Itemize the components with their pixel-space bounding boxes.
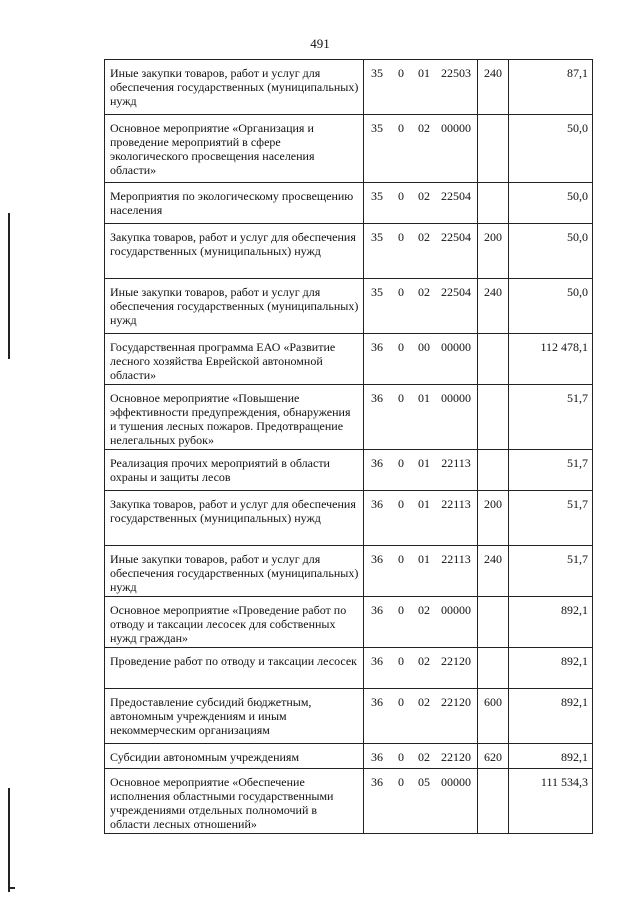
row-expense-type-cell xyxy=(478,385,509,450)
code-segment: 0 xyxy=(398,285,404,299)
code-segment: 22504 xyxy=(441,285,471,299)
scan-corner-tick xyxy=(8,887,15,889)
row-amount-cell: 50,0 xyxy=(509,115,593,183)
row-name-cell: Иные закупки товаров, работ и услуг для обеспечения государственных (муниципальных) нужд xyxy=(105,279,364,334)
row-amount-cell: 51,7 xyxy=(509,385,593,450)
code-segment: 36 xyxy=(371,603,383,617)
table-row xyxy=(105,279,593,334)
budget-table-body xyxy=(105,60,593,834)
table-row xyxy=(105,546,593,597)
row-name-cell: Основное мероприятие «Обеспечение исполнения областными государственными учреждениями отдельных полномочий в области лесных отношений» xyxy=(105,769,364,834)
code-segment: 22113 xyxy=(441,552,471,566)
table-row xyxy=(105,689,593,744)
row-code-cell xyxy=(364,115,478,183)
row-code-cell xyxy=(364,648,478,689)
code-segment: 36 xyxy=(371,497,383,511)
row-code-cell xyxy=(364,546,478,597)
code-segment: 02 xyxy=(418,121,430,135)
row-expense-type-cell: 240 xyxy=(478,60,509,115)
budget-table xyxy=(104,59,593,834)
code-segment: 22120 xyxy=(441,695,471,709)
code-segments xyxy=(364,285,477,299)
table-row xyxy=(105,183,593,224)
scan-margin-line-top xyxy=(8,213,10,359)
code-segment: 22503 xyxy=(441,66,471,80)
code-segment: 01 xyxy=(418,66,430,80)
row-expense-type-cell: 200 xyxy=(478,224,509,279)
code-segment: 0 xyxy=(398,340,404,354)
row-name-cell: Закупка товаров, работ и услуг для обеспечения государственных (муниципальных) нужд xyxy=(105,491,364,546)
row-name-cell: Реализация прочих мероприятий в области охраны и защиты лесов xyxy=(105,450,364,491)
row-name-cell: Основное мероприятие «Организация и проведение мероприятий в сфере экологического просвещения населения области» xyxy=(105,115,364,183)
code-segment: 01 xyxy=(418,552,430,566)
code-segment: 02 xyxy=(418,230,430,244)
row-name-cell: Основное мероприятие «Проведение работ по отводу и таксации лесосек для собственных нужд граждан» xyxy=(105,597,364,648)
page-number: 491 xyxy=(310,36,330,51)
row-code-cell xyxy=(364,334,478,385)
code-segment: 0 xyxy=(398,456,404,470)
table-row xyxy=(105,334,593,385)
row-amount-cell: 892,1 xyxy=(509,689,593,744)
code-segment: 36 xyxy=(371,456,383,470)
row-amount-cell: 112 478,1 xyxy=(509,334,593,385)
table-row xyxy=(105,60,593,115)
row-name-cell: Субсидии автономным учреждениям xyxy=(105,744,364,769)
row-amount-cell: 87,1 xyxy=(509,60,593,115)
code-segment: 02 xyxy=(418,285,430,299)
table-row xyxy=(105,115,593,183)
row-expense-type-cell: 240 xyxy=(478,279,509,334)
code-segment: 00000 xyxy=(441,121,471,135)
row-expense-type-cell: 240 xyxy=(478,546,509,597)
row-expense-type-cell xyxy=(478,115,509,183)
code-segment: 00000 xyxy=(441,340,471,354)
row-code-cell xyxy=(364,744,478,769)
table-row xyxy=(105,224,593,279)
row-name-cell: Иные закупки товаров, работ и услуг для обеспечения государственных (муниципальных) нужд xyxy=(105,546,364,597)
row-code-cell xyxy=(364,689,478,744)
row-name-cell: Основное мероприятие «Повышение эффективности предупреждения, обнаружения и тушения лесных пожаров. Предотвращение нелегальных рубок» xyxy=(105,385,364,450)
table-row xyxy=(105,597,593,648)
code-segments xyxy=(364,121,477,135)
row-expense-type-cell: 620 xyxy=(478,744,509,769)
code-segment: 02 xyxy=(418,189,430,203)
code-segment: 22120 xyxy=(441,750,471,764)
row-expense-type-cell xyxy=(478,648,509,689)
row-code-cell xyxy=(364,224,478,279)
scan-margin-line-bottom xyxy=(8,788,10,892)
row-name-cell: Государственная программа ЕАО «Развитие лесного хозяйства Еврейской автономной области» xyxy=(105,334,364,385)
row-amount-cell: 50,0 xyxy=(509,279,593,334)
code-segment: 0 xyxy=(398,391,404,405)
row-amount-cell: 111 534,3 xyxy=(509,769,593,834)
code-segments xyxy=(364,391,477,405)
row-name-cell: Проведение работ по отводу и таксации лесосек xyxy=(105,648,364,689)
row-expense-type-cell: 600 xyxy=(478,689,509,744)
code-segment: 36 xyxy=(371,695,383,709)
code-segments xyxy=(364,189,477,203)
row-expense-type-cell: 200 xyxy=(478,491,509,546)
code-segment: 0 xyxy=(398,775,404,789)
code-segment: 22120 xyxy=(441,654,471,668)
code-segment: 01 xyxy=(418,391,430,405)
code-segment: 00 xyxy=(418,340,430,354)
code-segment: 02 xyxy=(418,654,430,668)
code-segment: 0 xyxy=(398,750,404,764)
row-amount-cell: 892,1 xyxy=(509,597,593,648)
row-code-cell xyxy=(364,183,478,224)
code-segment: 22113 xyxy=(441,456,471,470)
code-segment: 05 xyxy=(418,775,430,789)
code-segment: 36 xyxy=(371,340,383,354)
row-name-cell: Мероприятия по экологическому просвещению населения xyxy=(105,183,364,224)
table-row xyxy=(105,744,593,769)
code-segment: 02 xyxy=(418,603,430,617)
code-segments xyxy=(364,695,477,709)
row-name-cell: Закупка товаров, работ и услуг для обеспечения государственных (муниципальных) нужд xyxy=(105,224,364,279)
code-segment: 35 xyxy=(371,230,383,244)
code-segment: 35 xyxy=(371,285,383,299)
table-row xyxy=(105,385,593,450)
table-row xyxy=(105,491,593,546)
row-expense-type-cell xyxy=(478,334,509,385)
row-code-cell xyxy=(364,769,478,834)
row-amount-cell: 51,7 xyxy=(509,450,593,491)
code-segment: 36 xyxy=(371,391,383,405)
code-segments xyxy=(364,497,477,511)
row-code-cell xyxy=(364,597,478,648)
row-expense-type-cell xyxy=(478,769,509,834)
row-code-cell xyxy=(364,450,478,491)
code-segment: 35 xyxy=(371,121,383,135)
code-segment: 36 xyxy=(371,750,383,764)
code-segments xyxy=(364,603,477,617)
code-segments xyxy=(364,456,477,470)
code-segments xyxy=(364,750,477,764)
code-segment: 22504 xyxy=(441,189,471,203)
code-segment: 00000 xyxy=(441,391,471,405)
row-expense-type-cell xyxy=(478,183,509,224)
row-amount-cell: 50,0 xyxy=(509,183,593,224)
code-segment: 02 xyxy=(418,695,430,709)
row-name-cell: Иные закупки товаров, работ и услуг для обеспечения государственных (муниципальных) нужд xyxy=(105,60,364,115)
code-segment: 36 xyxy=(371,552,383,566)
code-segment: 0 xyxy=(398,497,404,511)
row-code-cell xyxy=(364,491,478,546)
code-segment: 22113 xyxy=(441,497,471,511)
row-expense-type-cell xyxy=(478,450,509,491)
table-row xyxy=(105,450,593,491)
code-segment: 00000 xyxy=(441,603,471,617)
code-segments xyxy=(364,340,477,354)
table-row xyxy=(105,769,593,834)
row-amount-cell: 51,7 xyxy=(509,491,593,546)
code-segments xyxy=(364,654,477,668)
code-segment: 01 xyxy=(418,456,430,470)
code-segments xyxy=(364,230,477,244)
row-name-cell: Предоставление субсидий бюджетным, автономным учреждениям и иным некоммерческим организациям xyxy=(105,689,364,744)
code-segment: 0 xyxy=(398,654,404,668)
code-segment: 35 xyxy=(371,66,383,80)
row-code-cell xyxy=(364,60,478,115)
row-expense-type-cell xyxy=(478,597,509,648)
code-segment: 02 xyxy=(418,750,430,764)
code-segment: 0 xyxy=(398,230,404,244)
row-amount-cell: 892,1 xyxy=(509,744,593,769)
code-segment: 35 xyxy=(371,189,383,203)
code-segment: 22504 xyxy=(441,230,471,244)
table-row xyxy=(105,648,593,689)
code-segments xyxy=(364,775,477,789)
code-segment: 36 xyxy=(371,775,383,789)
row-code-cell xyxy=(364,385,478,450)
row-amount-cell: 50,0 xyxy=(509,224,593,279)
code-segment: 0 xyxy=(398,66,404,80)
row-amount-cell: 892,1 xyxy=(509,648,593,689)
code-segment: 0 xyxy=(398,695,404,709)
code-segments xyxy=(364,552,477,566)
code-segment: 00000 xyxy=(441,775,471,789)
code-segment: 0 xyxy=(398,603,404,617)
code-segment: 0 xyxy=(398,189,404,203)
code-segment: 0 xyxy=(398,552,404,566)
code-segment: 0 xyxy=(398,121,404,135)
code-segments xyxy=(364,66,477,80)
row-amount-cell: 51,7 xyxy=(509,546,593,597)
row-code-cell xyxy=(364,279,478,334)
code-segment: 01 xyxy=(418,497,430,511)
code-segment: 36 xyxy=(371,654,383,668)
